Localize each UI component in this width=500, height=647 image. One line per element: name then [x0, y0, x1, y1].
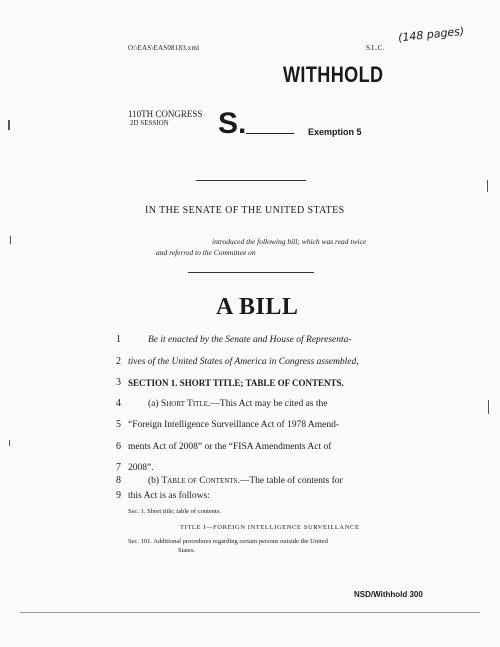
- bill-number-blank: [246, 133, 294, 134]
- scan-artifact: [488, 400, 489, 414]
- line-number: 9: [116, 490, 121, 501]
- file-identifier: O:\EAS\EAS08183.xml: [128, 44, 200, 52]
- line-number: 5: [116, 419, 121, 430]
- scan-artifact: [9, 440, 10, 446]
- toc-entry-continuation: States.: [178, 547, 196, 554]
- line-number: 3: [116, 377, 121, 388]
- toc-title-heading: TITLE I—FOREIGN INTELLIGENCE SURVEILLANCE: [180, 524, 360, 531]
- bill-line: 2008”.: [128, 463, 154, 473]
- line-number: 1: [116, 334, 121, 345]
- exemption-label: Exemption 5: [308, 127, 362, 137]
- handwritten-page-count: (148 pages): [397, 24, 465, 45]
- bill-line: “Foreign Intelligence Surveillance Act of 1978 Amend-: [128, 420, 340, 430]
- withhold-stamp: WITHHOLD: [283, 62, 384, 87]
- bill-title: A BILL: [216, 294, 299, 320]
- line-number: 6: [116, 441, 121, 452]
- divider-rule: [188, 272, 314, 273]
- bill-line: ments Act of 2008” or the “FISA Amendments Act of: [128, 442, 332, 452]
- bill-line: (b) Table of Contents.—The table of contents for: [148, 476, 343, 486]
- slc-label: S.L.C.: [366, 44, 385, 52]
- line-number: 2: [116, 356, 121, 367]
- line-number: 4: [116, 398, 121, 409]
- session-label: 2D SESSION: [130, 119, 169, 127]
- introduced-line-2: and referred to the Committee on: [156, 248, 256, 257]
- line-number: 8: [116, 475, 121, 486]
- senate-heading: IN THE SENATE OF THE UNITED STATES: [145, 205, 345, 216]
- bill-line: Be it enacted by the Senate and House of Representa-: [148, 335, 352, 345]
- section-heading: SECTION 1. SHORT TITLE; TABLE OF CONTENTS.: [128, 378, 344, 388]
- scan-artifact: [487, 180, 488, 192]
- footer-stamp: NSD/Withhold 300: [354, 590, 423, 599]
- divider-rule: [196, 180, 306, 181]
- line-number: 7: [116, 462, 121, 473]
- toc-entry: Sec. 101. Additional procedures regarding certain persons outside the United: [128, 538, 328, 545]
- bill-line: (a) Short Title.—This Act may be cited as the: [148, 399, 328, 409]
- bill-line: tives of the United States of America in Congress assembled,: [128, 357, 359, 367]
- bill-prefix: S.: [218, 107, 247, 140]
- congress-label: 110TH CONGRESS: [128, 109, 203, 119]
- scan-artifact: [20, 612, 480, 613]
- bill-line: this Act is as follows:: [128, 491, 210, 501]
- scan-artifact: [10, 236, 11, 244]
- introduced-line-1: introduced the following bill; which was read twice: [212, 237, 367, 246]
- scan-artifact: [8, 120, 10, 130]
- toc-entry: Sec. 1. Short title; table of contents.: [128, 508, 221, 515]
